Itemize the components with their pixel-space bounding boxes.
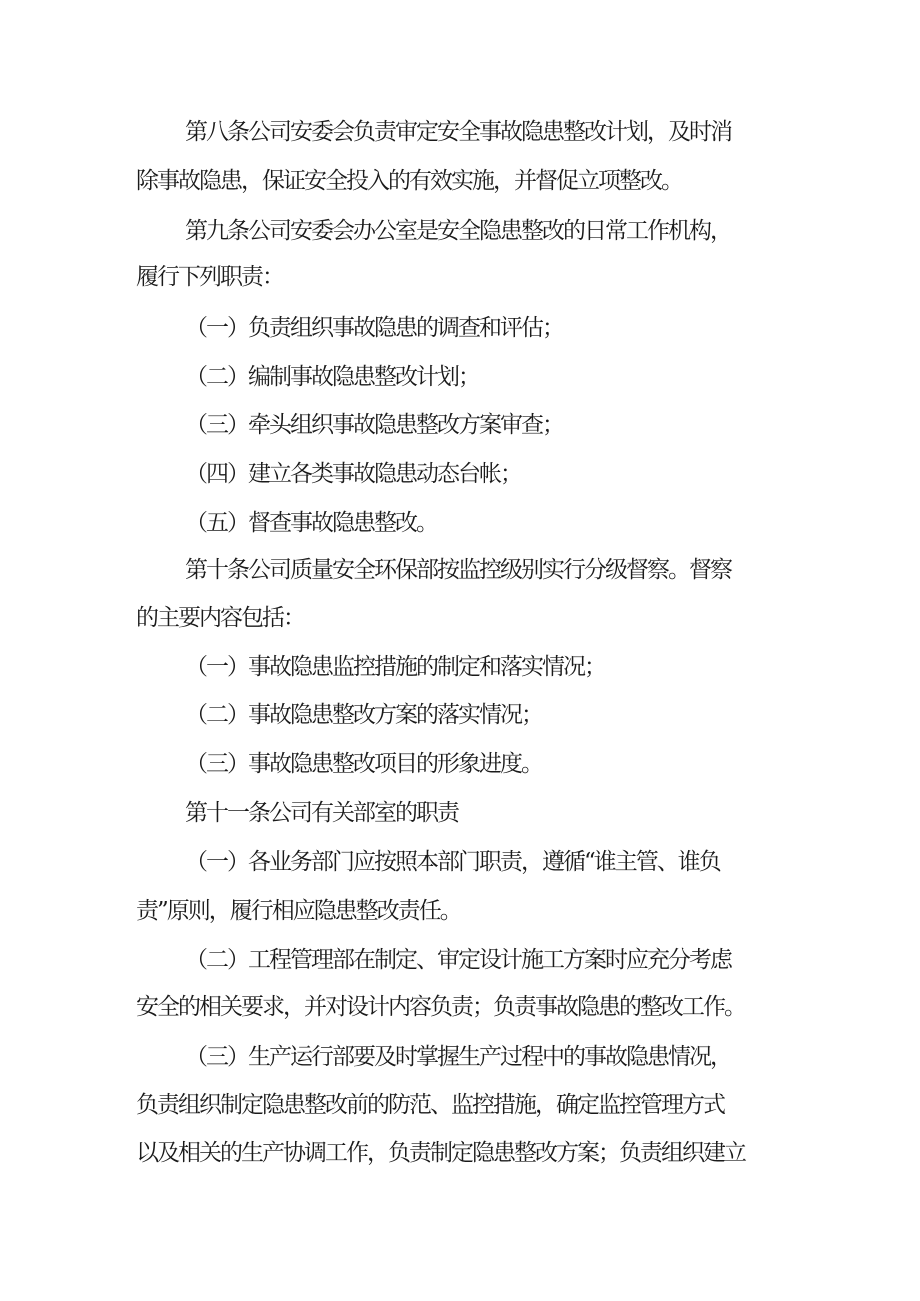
paragraph-line: （一）各业务部门应按照本部门职责，遵循“谁主管、谁负 (185, 849, 720, 875)
list-item: （一）事故隐患监控措施的制定和落实情况； (185, 654, 605, 680)
paragraph-line: 安全的相关要求，并对设计内容负责；负责事故隐患的整改工作。 (136, 994, 745, 1020)
list-item: （二）事故隐患整改方案的落实情况； (185, 702, 542, 728)
paragraph-line: 负责组织制定隐患整改前的防范、监控措施，确定监控管理方式 (136, 1092, 724, 1118)
paragraph-line: 第八条公司安委会负责审定安全事故隐患整改计划，及时消 (185, 119, 731, 145)
paragraph-line: （三）生产运行部要及时掌握生产过程中的事故隐患情况， (185, 1044, 731, 1070)
section-heading: 第十一条公司有关部室的职责 (185, 800, 458, 826)
paragraph-line: （二）工程管理部在制定、审定设计施工方案时应充分考虑 (185, 947, 731, 973)
list-item: （五）督查事故隐患整改。 (185, 510, 437, 536)
list-item: （四）建立各类事故隐患动态台帐； (185, 461, 521, 487)
paragraph-line: 责”原则，履行相应隐患整改责任。 (136, 898, 461, 924)
list-item: （三）事故隐患整改项目的形象进度。 (185, 751, 542, 777)
list-item: （三）牵头组织事故隐患整改方案审查； (185, 412, 563, 438)
paragraph-line: 的主要内容包括： (136, 605, 304, 631)
list-item: （二）编制事故隐患整改计划； (185, 364, 479, 390)
paragraph-line: 第十条公司质量安全环保部按监控级别实行分级督察。督察 (185, 557, 731, 583)
paragraph-line: 履行下列职责： (136, 264, 283, 290)
paragraph-line: 除事故隐患，保证安全投入的有效实施，并督促立项整改。 (136, 168, 682, 194)
paragraph-line: 以及相关的生产协调工作，负责制定隐患整改方案；负责组织建立 (136, 1140, 745, 1166)
list-item: （一）负责组织事故隐患的调查和评估； (185, 315, 563, 341)
paragraph-line: 第九条公司安委会办公室是安全隐患整改的日常工作机构， (185, 218, 731, 244)
